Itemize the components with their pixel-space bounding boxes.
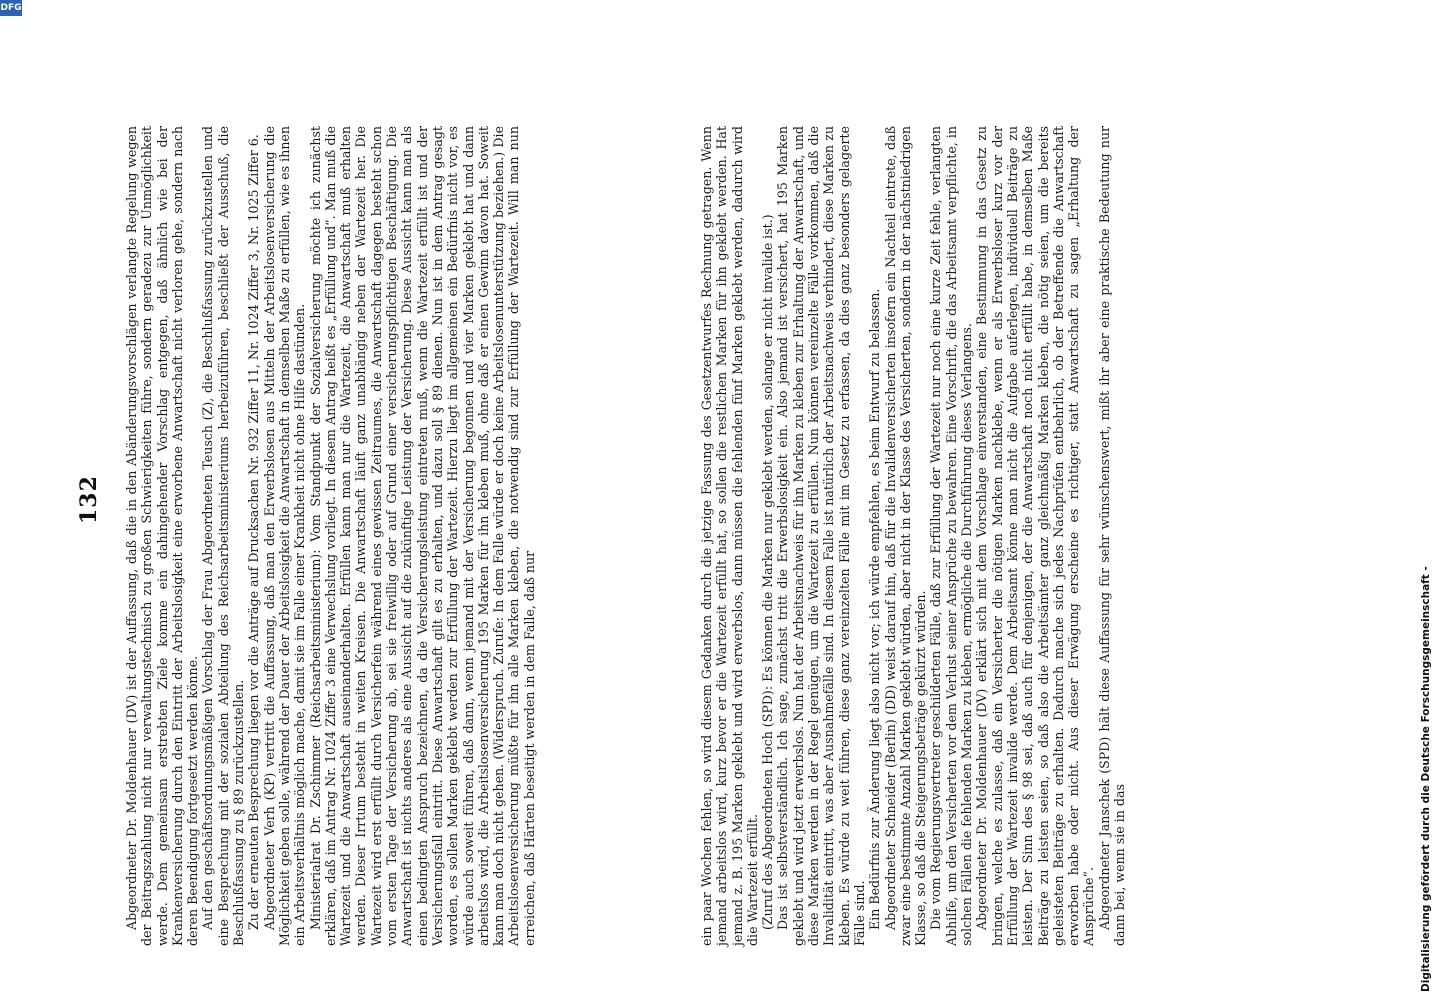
digitization-credit: Digitalisierung gefördert durch die Deutsche Forschungsgemeinschaft - (1420, 566, 1432, 992)
paragraph: Abgeordneter Janschek (SPD) hält diese Auffassung für sehr wünschenswert, mißt ihr aber eine praktische Bedeutung nur dann bei, wenn sie in das (1096, 126, 1128, 946)
paragraph: ein paar Wochen fehlen, so wird diesem Gedanken durch die jetzige Fassung des Gesetzentwurfes Rechnung getragen. Wenn jemand arbeitslos wird, kurz bevor er die Wartezeit erfüllt hat, so sollen die restlichen Marken für ihn geklebt werden. Hat jemand z. B. 195 Marken geklebt und wird erwerbslos, dann müssen die fehlenden fünf Marken geklebt werden, dadurch wird die Wartezeit erfüllt. (699, 126, 760, 946)
paragraph: Abgeordneter Verh (KP) vertritt die Auffassung, daß man den Erwerbslosen aus Mitteln der Arbeitslosenversicherung die Möglichkeit geben solle, während der Dauer der Arbeitslosigkeit die Anwartschaft in demselben Maße zu erfüllen, wie es ihnen ein Arbeitsverhältnis möglich mache, damit sie im Falle einer Krankheit nicht ohne Hilfe dastünden. (261, 126, 308, 946)
paragraph: Ministerialrat Dr. Zschimmer (Reichsarbeitsministerium): Vom Standpunkt der Sozialversicherung möchte ich zunächst erklären, daß im Antrag Nr. 1024 Ziffer 3 eine Verwechslung vorliegt. In diesem Antrag heißt es „Erfüllung und“. Man muß die Wartezeit und die Anwartschaft auseinanderhalten. Erfüllen kann man nur die Wartezeit, die Anwartschaft muß erhalten werden. Dieser Irrtum besteht in weiten Kreisen. Die Anwartschaft läuft ganz unabhängig neben der Wartezeit her. Die Wartezeit wird erst erfüllt durch Versicherfein während eines gewissen Zeitraumes, die Anwartschaft dagegen besteht schon vom ersten Tage der Versicherung ab, sei sie freiwillig oder auf Grund einer versicherungspflichtigen Beschäftigung. Die Anwartschaft ist nichts anderes als eine Aussicht auf die zukünftige Leistung der Versicherung. Diese Aussicht kann man als einen bedingten Anspruch bezeichnen, da die Versicherungsleistung eintreten muß, wenn die Wartezeit erfüllt ist und der Versicherungsfall eintritt. Diese Anwartschaft gilt es zu erhalten, und dazu soll § 89 dienen. Nun ist in dem Antrag gesagt worden, es sollen Marken geklebt werden zur Erfüllung der Wartezeit. Hierzu liegt im allgemeinen ein Bedürfnis nicht vor, es würde auch soweit führen, daß dann, wenn jemand mit der Versicherung begonnen und vier Marken geklebt hat und dann arbeitslos wird, die Arbeitslosenversicherung 195 Marken für ihn kleben muß, ohne daß er einen Gewinn davon hat. Soweit kann man doch nicht gehen. (Widerspruch. Zurufe: In dem Falle würde er doch keine Arbeitslosenunterstützung beziehen.) Die Arbeitslosenversicherung müßte für ihn alle Marken kleben, die notwendig sind zur Erfüllung der Wartezeit. Will man nun erreichen, daß Härten beseitigt werden in dem Falle, daß nur (307, 126, 537, 946)
paragraph: Zu der erneuten Besprechung liegen vor die Anträge auf Drucksachen Nr. 932 Ziffer 11, Nr. 1024 Ziffer 3, Nr. 1025 Ziffer 6. (246, 134, 262, 930)
paragraph: Auf den geschäftsordnungsmäßigen Vorschlag der Frau Abgeordneten Teusch (Z), die Beschlußfassung zurückzustellen und eine Besprechung mit der sozialen Abteilung des Reichsarbeitsministeriums herbeizuführen, beschließt der Ausschuß, die Beschlußfassung zu § 89 zurückzustellen. (200, 126, 247, 946)
paragraph: Ein Bedürfnis zur Änderung liegt also nicht vor; ich würde empfehlen, es beim Entwurf zu belassen. (867, 288, 883, 930)
paragraph: Das ist selbstverständlich. Ich sage, zunächst tritt die Erwerbslosigkeit ein. Also jemand ist versichert, hat 195 Marken geklebt und wird jetzt erwerbslos. Nun hat der Arbeitsnachweis für ihn Marken zu kleben zur Erhaltung der Anwartschaft, und diese Marken werden in der Regel genügen, um die Wartezeit zu erfüllen. Nun können vereinzelte Fälle vorkommen, daß die Invalidität eintritt, was aber Ausnahmefälle sind. In diesem Falle ist natürlich der Arbeitsnachweis verhindert, diese Marken zu kleben. Es würde zu weit führen, diese ganz vereinzelten Fälle mit im Gesetz zu erfassen, da dies ganz besonders gelagerte Fälle sind. (775, 126, 867, 946)
paragraph: Abgeordneter Schneider (Berlin) (DD) weist darauf hin, daß für die Invalidenversicherten insofern ein Nachteil eintrete, daß zwar eine bestimmte Anzahl Marken geklebt würden, aber nicht in der Klasse des Versicherten, sondern in der nächstniedrigen Klasse, so daß die Steigerungsbeträge gekürzt würden. (882, 126, 929, 946)
paragraph: (Zuruf des Abgeordneten Hoch (SPD): Es können die Marken nur geklebt werden, solange er nicht invalide ist.) (760, 214, 776, 930)
paragraph: Abgeordneter Dr. Moldenhauer (DV) ist der Auffassung, daß die in den Abänderungsvorschlägen verlangte Regelung wegen der Beitragszahlung nicht nur verwaltungstechnisch zu großen Schwierigkeiten führe, sondern geradezu zur Unmöglichkeit werde. Dem gemeinsam erstrebten Ziele komme ein dahingehender Vorschlag entgegen, daß ähnlich wie bei der Krankenversicherung durch den Eintritt der Arbeitslosigkeit eine erworbene Anwartschaft nicht verloren gehe, sondern nach deren Beendigung fortgesetzt werden könne. (124, 126, 201, 946)
text-column-right (699, 126, 1127, 946)
dfg-logo: DFG (0, 0, 22, 16)
page-number: 132 (76, 475, 102, 524)
text-column-left (124, 126, 537, 946)
paragraph: Die vom Regierungsvertreter geschilderten Fälle, daß zur Erfüllung der Wartezeit nur noch eine kurze Zeit fehle, verlangten Abhilfe, um den Versicherten vor dem Verlust seiner Ansprüche zu bewahren. Eine Vorschrift, die das Arbeitsamt verpflichte, in solchen Fällen die fehlenden Marken zu kleben, ermögliche die Durchführung dieses Verlangens. (928, 126, 975, 946)
paragraph: Abgeordneter Dr. Moldenhauer (DV) erklärt sich mit dem Vorschlage einverstanden, eine Bestimmung in das Gesetz zu bringen, welche es zulasse, daß ein Versicherter die nötigen Marken nachklebe, wenn er als Erwerbsloser kurz vor der Erfüllung der Wartezeit invalide werde. Dem Arbeitsamt könne man nicht die Aufgabe auferlegen, individuell Beiträge zu leisten. Der Sinn des § 98 sei, daß auch für denjenigen, der die Anwartschaft noch nicht erfüllt habe, in demselben Maße Beiträge zu leisten seien, so daß also die Arbeitsämter ganz gleichmäßig Marken kleben, die nötig seien, um die bereits geleisteten Beiträge zu erhalten. Dadurch mache sich jedes Nachprüfen entbehrlich, ob der Betreffende die Anwartschaft erworben habe oder nicht. Aus dieser Erwägung erscheine es richtiger, statt Anwartschaft zu sagen „Erhaltung der Ansprüche“. (974, 126, 1097, 946)
